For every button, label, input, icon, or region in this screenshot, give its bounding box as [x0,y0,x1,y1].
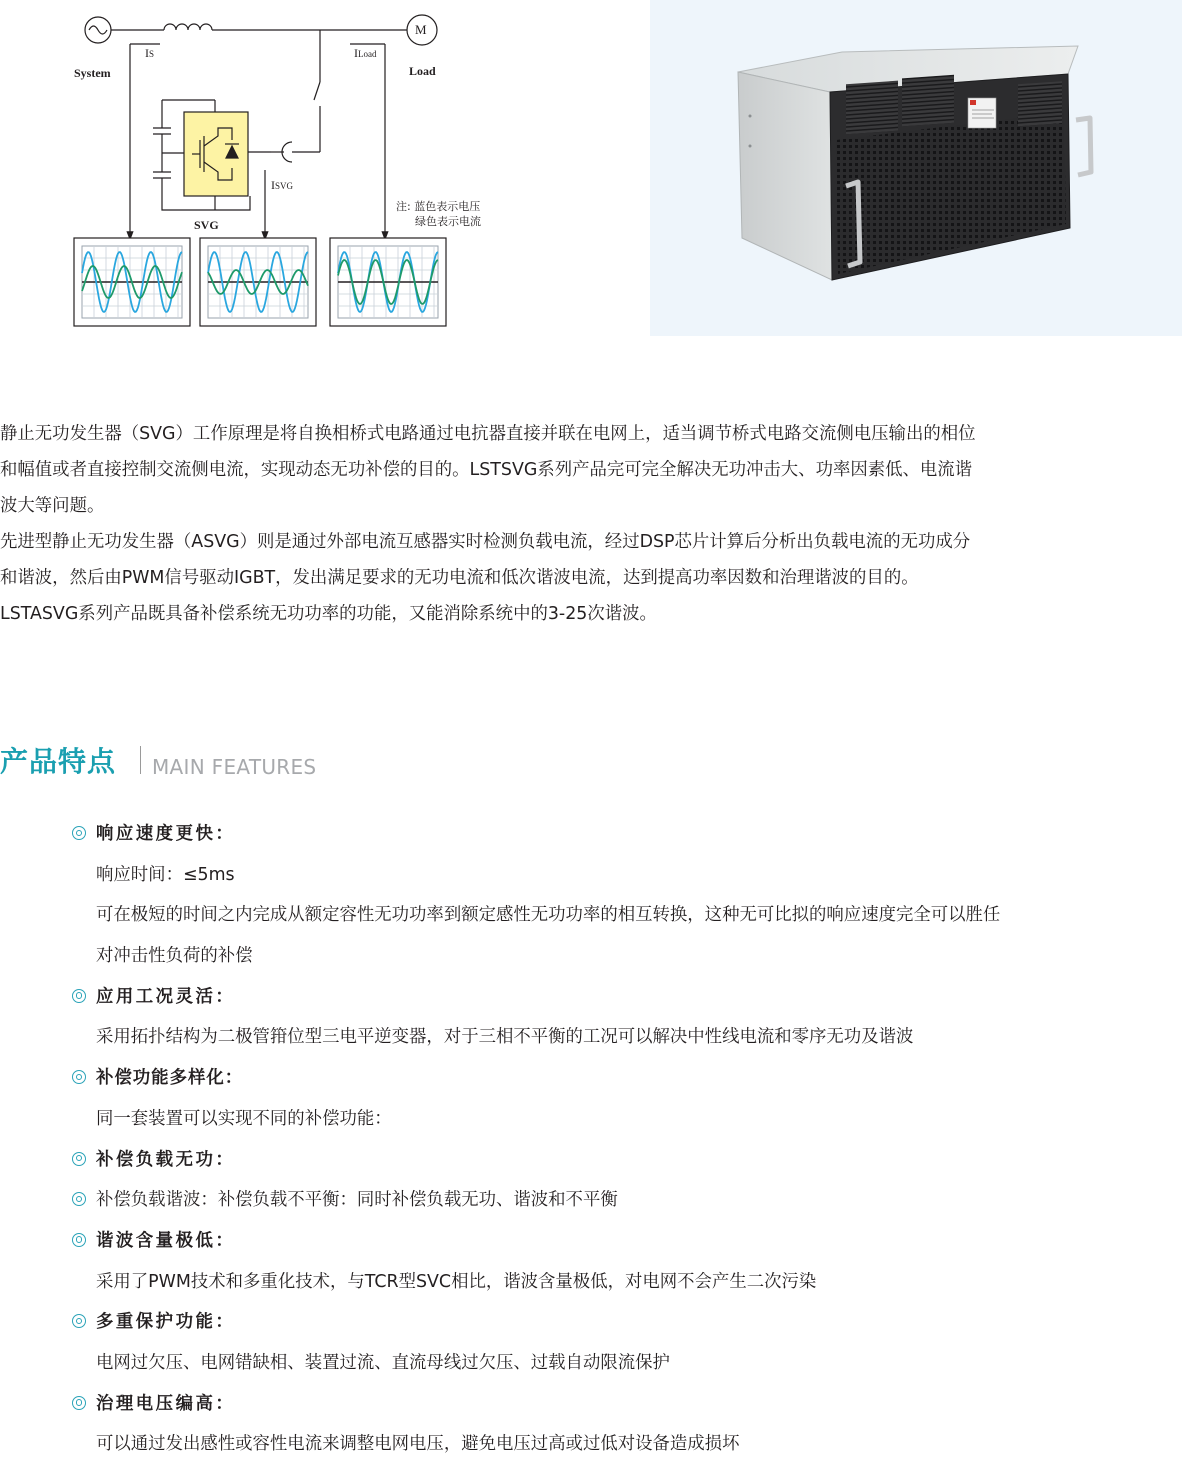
features-list [72,814,1182,1465]
circle-bullet-icon [72,989,86,1003]
load-label: Load [409,64,436,78]
feature-detail: 同一套装置可以实现不同的补偿功能： [96,1108,392,1129]
intro-line: 和幅值或者直接控制交流侧电流，实现动态无功补偿的目的。LSTSVG系列产品完可完全解决无功冲击大、功率因素低、电流谐 [0,460,973,480]
inductor-icon [164,24,212,30]
intro-line: LSTASVG系列产品既具备补偿系统无功功率的功能，又能消除系统中的3-25次谐波。 [0,604,657,624]
svg-label: SVG [194,218,219,232]
feature-heading: 响应速度更快： [72,814,1182,855]
svg-principle-diagram [60,0,500,340]
product-photo [650,0,1182,336]
features-title: 产品特点 [0,745,117,778]
feature-heading: 谐波含量极低： [72,1221,1182,1262]
isvg-label: ISVG [271,178,294,192]
features-subtitle: MAIN FEATURES [152,755,317,779]
intro-line: 和谐波，然后由PWM信号驱动IGBT，发出满足要求的无功电流和低次谐波电流，达到提高功率因数和治理谐波的目的。 [0,568,919,588]
intro-line: 波大等问题。 [0,496,105,516]
feature-detail: 对冲击性负荷的补偿 [96,946,253,967]
feature-heading-plain: 补偿负载谐波：补偿负载不平衡：同时补偿负载无功、谐波和不平衡 [72,1180,1182,1221]
legend-note-line1: 注: 蓝色表示电压 [396,200,481,213]
legend-note-line2: 绿色表示电流 [415,215,481,228]
intro-text [0,416,1182,632]
circle-bullet-icon [72,1314,86,1328]
feature-detail: 采用了PWM技术和多重化技术，与TCR型SVC相比，谐波含量极低，对电网不会产生二次污染 [96,1271,817,1292]
circle-bullet-icon [72,1396,86,1410]
intro-line: 静止无功发生器（SVG）工作原理是将自换相桥式电路通过电抗器直接并联在电网上，适当调节桥式电路交流侧电压输出的相位 [0,424,976,444]
title-divider [140,746,141,774]
feature-heading: 治理电压编高： [72,1384,1182,1425]
svg-cabinet-image [650,0,1182,336]
circuit-schematic [60,0,500,340]
is-label: IS [145,46,155,60]
intro-line: 先进型静止无功发生器（ASVG）则是通过外部电流互感器实时检测负载电流，经过DSP芯片计算后分析出负载电流的无功成分 [0,532,971,552]
circle-bullet-icon [72,1192,86,1206]
iload-label: ILoad [354,46,377,60]
circle-bullet-icon [72,1152,86,1166]
feature-detail: 采用拓扑结构为二极管箝位型三电平逆变器，对于三相不平衡的工况可以解决中性线电流和零序无功及谐波 [96,1027,914,1048]
feature-heading: 补偿功能多样化： [72,1058,1182,1099]
waveform-panels [74,238,446,326]
feature-detail: 响应时间：≤5ms [96,864,235,885]
circle-bullet-icon [72,826,86,840]
intro-paragraph-asvg [0,524,1182,632]
system-label: System [74,66,111,80]
circle-bullet-icon [72,1233,86,1247]
feature-detail: 可在极短的时间之内完成从额定容性无功功率到额定感性无功功率的相互转换，这种无可比拟的响应速度完全可以胜任 [96,905,1001,926]
intro-paragraph-svg [0,416,1182,524]
feature-heading: 多重保护功能： [72,1302,1182,1343]
feature-heading: 应用工况灵活： [72,977,1182,1018]
feature-heading: 补偿负载无功： [72,1140,1182,1181]
motor-symbol: M [415,22,427,37]
feature-detail: 电网过欠压、电网错缺相、装置过流、直流母线过欠压、过载自动限流保护 [96,1352,670,1373]
legend-note [396,199,481,229]
feature-detail: 可以通过发出感性或容性电流来调整电网电压，避免电压过高或过低对设备造成损坏 [96,1434,740,1455]
circle-bullet-icon [72,1070,86,1084]
